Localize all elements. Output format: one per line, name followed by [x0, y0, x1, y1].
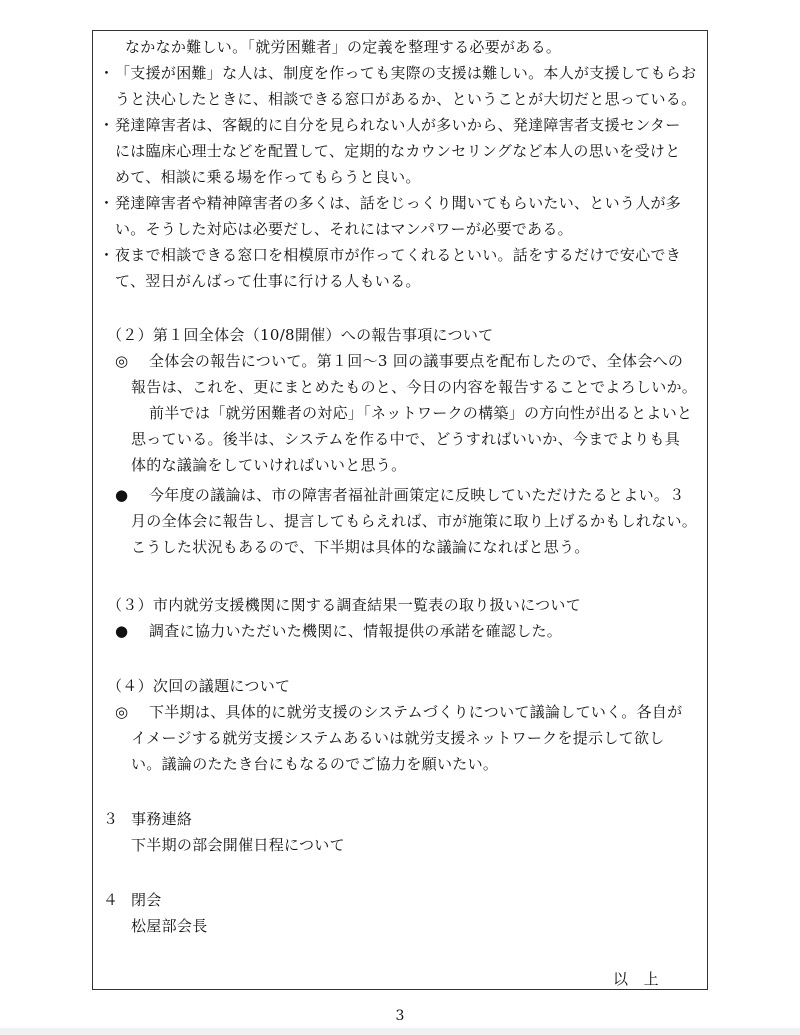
item-4-number: ４ [103, 891, 119, 909]
section-2-para-1-line-2: 報告は、これを、更にまとめたものと、今日の内容を報告することでよろしいか。 [131, 378, 698, 396]
page-number: 3 [395, 1008, 405, 1024]
bullet-dot: ・ [99, 64, 115, 82]
item-4-body: 松屋部会長 [131, 917, 208, 935]
section-3-heading: （３）市内就労支援機関に関する調査結果一覧表の取り扱いについて [107, 596, 582, 614]
item-3-body: 下半期の部会開催日程について [131, 836, 345, 854]
bullet-3-line-2: い。そうした対応は必要だし、それにはマンパワーが必要である。 [115, 220, 573, 238]
section-2-para-2-line-2: 月の全体会に報告し、提言してもらえれば、市が施策に取り上げるかもしれない。 [131, 512, 698, 530]
page-bottom-edge [0, 1028, 800, 1035]
section-2-para-1-line-4: 思っている。後半は、システムを作る中で、どうすればいいか、今までよりも具 [131, 430, 681, 448]
section-4-para-1-line-2: イメージする就労支援システムあるいは就労支援ネットワークを提示して欲し [131, 729, 665, 747]
intro-continuation: なかなか難しい。「就労困難者」の定義を整理する必要がある。 [125, 38, 562, 56]
double-circle-mark: ◎ [115, 703, 129, 721]
closing-mark: 以 上 [613, 970, 659, 988]
black-circle-mark: ● [115, 622, 129, 640]
section-2-heading: （２）第１回全体会（10/8開催）への報告事項について [107, 326, 494, 344]
item-4-title: 閉会 [131, 891, 162, 909]
document-frame [92, 30, 708, 990]
bullet-2-line-2: には臨床心理士などを配置して、定期的なカウンセリングなど本人の思いを受けと [115, 142, 681, 160]
section-3-para-1: 調査に協力いただいた機関に、情報提供の承諾を確認した。 [149, 622, 563, 640]
bullet-3-line-1: 発達障害者や精神障害者の多くは、話をじっくり聞いてもらいたい、という人が多 [115, 194, 682, 212]
bullet-1-line-2: うと決心したときに、相談できる窓口があるか、ということが大切だと思っている。 [115, 90, 697, 108]
double-circle-mark: ◎ [115, 352, 129, 370]
bullet-2-line-1: 発達障害者は、客観的に自分を見られない人が多いから、発達障害者支援センター [115, 116, 681, 134]
section-2-para-1-line-1: 全体会の報告について。第１回～3 回の議事要点を配布したので、全体会への [149, 352, 684, 370]
bullet-1-line-1: 「支援が困難」な人は、制度を作っても実際の支援は難しい。本人が支援してもらお [115, 64, 697, 82]
bullet-4-line-2: て、翌日がんばって仕事に行ける人もいる。 [115, 272, 421, 290]
bullet-dot: ・ [99, 116, 115, 134]
section-2-para-2-line-3: こうした状況もあるので、下半期は具体的な議論になればと思う。 [131, 538, 590, 556]
item-3-title: 事務連絡 [131, 810, 193, 828]
section-4-heading: （４）次回の議題について [107, 677, 291, 695]
section-2-para-1-line-5: 体的な議論をしていければいいと思う。 [131, 456, 407, 474]
section-4-para-1-line-3: い。議論のたたき台にもなるのでご協力を願いたい。 [131, 755, 499, 773]
bullet-4-line-1: 夜まで相談できる窓口を相模原市が作ってくれるといい。話をするだけで安心でき [115, 246, 682, 264]
bullet-dot: ・ [99, 246, 115, 264]
bullet-dot: ・ [99, 194, 115, 212]
section-2-para-2-line-1: 今年度の議論は、市の障害者福祉計画策定に反映していただけたるとよい。３ [149, 486, 685, 504]
item-3-number: ３ [103, 810, 119, 828]
black-circle-mark: ● [115, 486, 129, 504]
section-4-para-1-line-1: 下半期は、具体的に就労支援のシステムづくりについて議論していく。各自が [149, 703, 683, 721]
bullet-2-line-3: めて、相談に乗る場を作ってもらうと良い。 [115, 168, 421, 186]
section-2-para-1-line-3: 前半では「就労困難者の対応」「ネットワークの構築」の方向性が出るとよいと [149, 404, 693, 422]
